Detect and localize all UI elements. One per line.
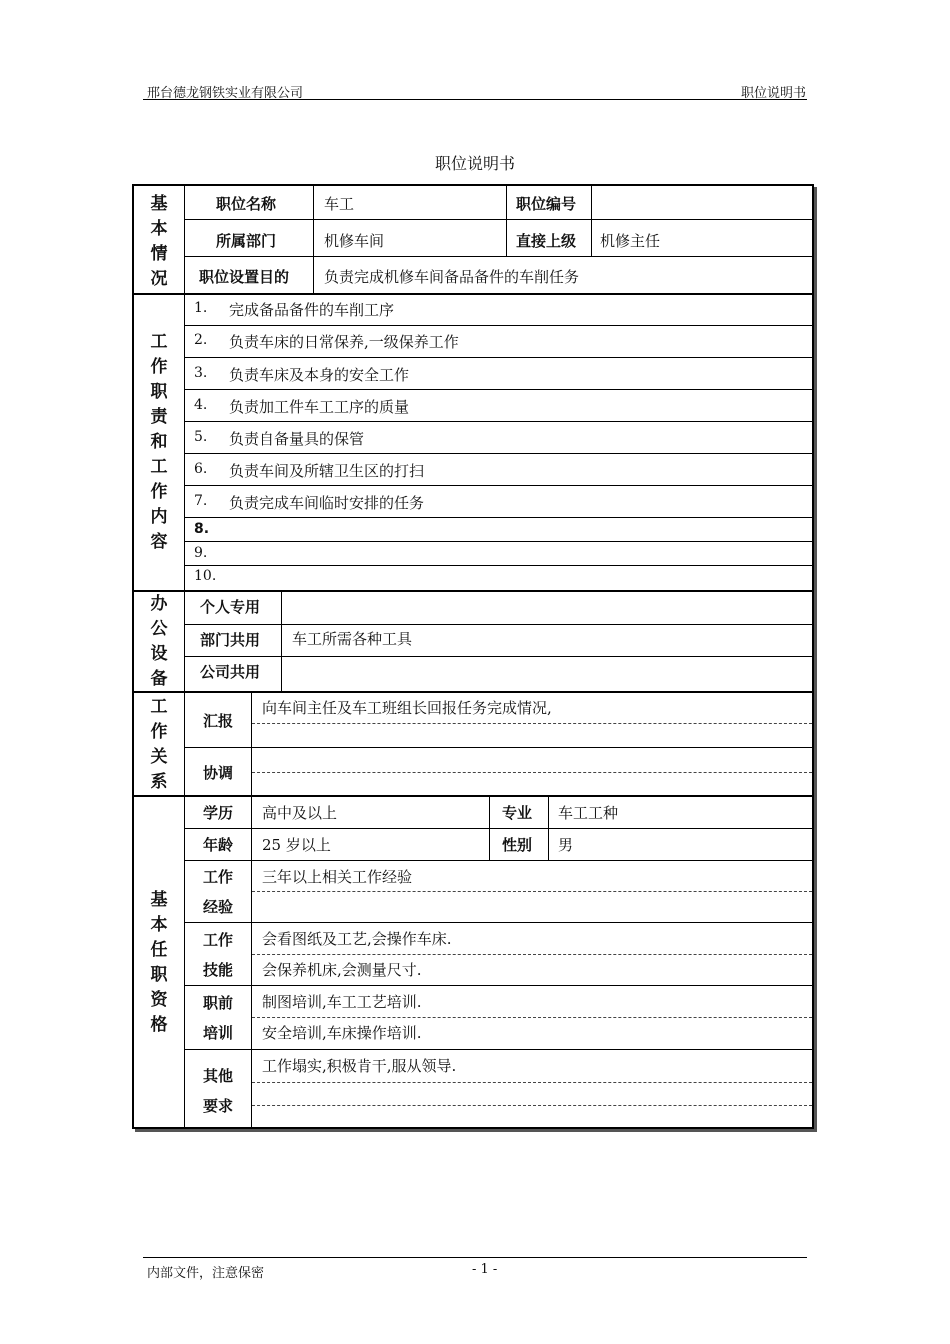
- skill-label: 工作: [203, 931, 234, 949]
- section-equipment-label: 办公设备: [150, 594, 168, 689]
- duty-num: 3.: [194, 365, 208, 381]
- training-label: 培训: [203, 1024, 234, 1042]
- company-equip-label: 公司共用: [200, 663, 261, 681]
- duty-num: 2.: [194, 332, 208, 348]
- purpose-value: 负责完成机修车间备品备件的车削任务: [324, 268, 580, 286]
- position-name-label: 职位名称: [216, 195, 277, 213]
- training-label: 职前: [203, 994, 234, 1012]
- duty-text: 负责车床的日常保养,一级保养工作: [229, 333, 459, 351]
- section-divider: [134, 590, 812, 592]
- section-basic-label: 基本情况: [150, 194, 168, 289]
- duty-num: 7.: [194, 493, 208, 509]
- position-no-label: 职位编号: [516, 195, 577, 213]
- edu-value: 高中及以上: [262, 804, 338, 822]
- page-number: - 1 -: [472, 1262, 498, 1277]
- other-value: 工作塌实,积极肯干,服从领导.: [262, 1057, 457, 1075]
- section-qualifications-label: 基本任职资格: [150, 890, 168, 1035]
- superior-value: 机修主任: [600, 232, 661, 250]
- duty-num: 10.: [194, 568, 217, 584]
- duty-num: 5.: [194, 429, 208, 445]
- superior-label: 直接上级: [516, 232, 577, 250]
- job-description-table: [132, 184, 814, 1129]
- purpose-label: 职位设置目的: [199, 268, 290, 286]
- dept-equip-value: 车工所需各种工具: [292, 630, 413, 648]
- duty-text: 负责完成车间临时安排的任务: [229, 494, 425, 512]
- skill-label: 技能: [203, 961, 234, 979]
- skill-value: 会保养机床,会测量尺寸.: [262, 961, 422, 979]
- dept-value: 机修车间: [324, 232, 385, 250]
- major-value: 车工工种: [558, 804, 619, 822]
- duty-num: 6.: [194, 461, 208, 477]
- company-name: 邢台德龙钢铁实业有限公司: [147, 86, 304, 101]
- dept-label: 所属部门: [216, 232, 277, 250]
- duty-num: 1.: [194, 300, 208, 316]
- major-label: 专业: [502, 804, 533, 822]
- section-relations-label: 工作关系: [150, 697, 168, 792]
- section-duties-label: 工作职责和工作内容: [150, 332, 168, 552]
- age-label: 年龄: [203, 836, 234, 854]
- skill-value: 会看图纸及工艺,会操作车床.: [262, 930, 452, 948]
- section-divider: [134, 293, 812, 295]
- training-value: 安全培训,车床操作培训.: [262, 1024, 422, 1042]
- confidential-note: 内部文件，注意保密: [147, 1266, 265, 1281]
- duty-num: 9.: [194, 545, 208, 561]
- duty-num: 8.: [194, 521, 210, 537]
- duty-text: 负责加工件车工工序的质量: [229, 398, 410, 416]
- page-title: 职位说明书: [434, 154, 515, 173]
- doc-type: 职位说明书: [740, 86, 806, 101]
- duty-text: 负责车间及所辖卫生区的打扫: [229, 462, 425, 480]
- duty-text: 完成备品备件的车削工序: [229, 301, 395, 319]
- duty-text: 负责车床及本身的安全工作: [229, 366, 410, 384]
- gender-label: 性别: [502, 836, 533, 854]
- footer-rule: [143, 1257, 807, 1258]
- exp-label: 工作: [203, 868, 234, 886]
- training-value: 制图培训,车工工艺培训.: [262, 993, 422, 1011]
- header-rule: [143, 99, 807, 100]
- section-divider: [134, 691, 812, 693]
- duty-text: 负责自备量具的保管: [229, 430, 365, 448]
- dept-equip-label: 部门共用: [200, 631, 261, 649]
- report-label: 汇报: [203, 712, 234, 730]
- report-value: 向车间主任及车工班组长回报任务完成情况,: [262, 699, 552, 717]
- section-divider: [134, 795, 812, 797]
- other-label: 要求: [203, 1097, 234, 1115]
- age-value: 25 岁以上: [262, 836, 331, 854]
- exp-label: 经验: [203, 898, 234, 916]
- gender-value: 男: [558, 836, 574, 854]
- exp-value: 三年以上相关工作经验: [262, 868, 413, 886]
- other-label: 其他: [203, 1067, 234, 1085]
- personal-equip-label: 个人专用: [200, 598, 261, 616]
- position-name-value: 车工: [324, 195, 355, 213]
- edu-label: 学历: [203, 804, 234, 822]
- coord-label: 协调: [203, 764, 234, 782]
- duty-num: 4.: [194, 397, 208, 413]
